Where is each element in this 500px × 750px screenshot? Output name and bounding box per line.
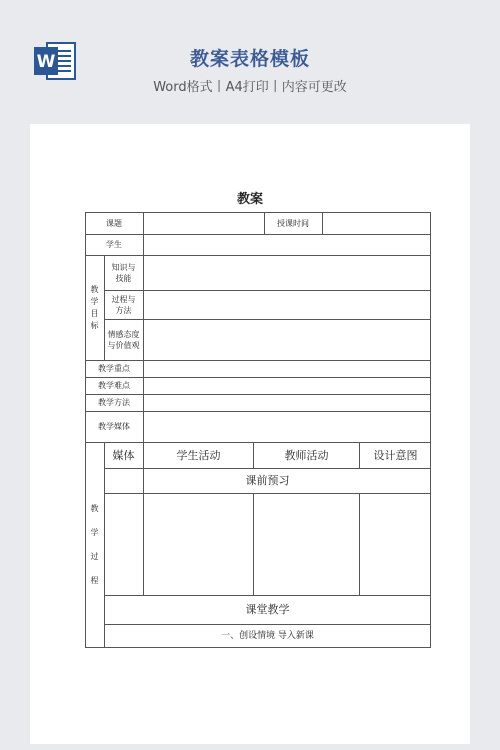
teaching-process-label: 教学过程 xyxy=(90,504,99,585)
key-points-label: 教学重点 xyxy=(98,364,130,373)
step-1-heading: 一、创设情境 导入新课 xyxy=(221,630,314,641)
goal-process-label: 过程与方法 xyxy=(111,294,136,315)
column-header-student-activity: 学生活动 xyxy=(176,448,221,462)
column-header-teacher-activity: 教师活动 xyxy=(284,448,329,462)
methods-label: 教学方法 xyxy=(98,398,130,407)
media-label: 教学媒体 xyxy=(98,422,130,431)
section-classroom: 课堂教学 xyxy=(245,603,290,616)
media-field[interactable] xyxy=(144,411,431,442)
difficulties-field[interactable] xyxy=(144,377,431,394)
page-header xyxy=(0,0,500,125)
preview-student-field[interactable] xyxy=(144,493,253,595)
document-title: 教案 xyxy=(236,192,263,207)
students-label: 学生 xyxy=(106,240,122,249)
column-header-design-intent: 设计意图 xyxy=(373,448,418,462)
goal-emotion-field[interactable] xyxy=(144,319,431,360)
page-subtitle: Word格式丨A4打印丨内容可更改 xyxy=(153,80,347,95)
students-field[interactable] xyxy=(144,234,431,255)
goal-emotion-label: 情感态度与价值观 xyxy=(107,329,140,350)
word-icon-letter: W xyxy=(36,52,56,72)
lesson-time-field[interactable] xyxy=(323,212,431,234)
column-header-media: 媒体 xyxy=(112,448,135,462)
teaching-goals-label: 教学目标 xyxy=(90,284,99,330)
preview-teacher-field[interactable] xyxy=(254,493,359,595)
goal-process-field[interactable] xyxy=(144,290,431,319)
goal-knowledge-label: 知识与技能 xyxy=(111,262,136,283)
difficulties-label: 教学难点 xyxy=(98,381,130,390)
key-points-field[interactable] xyxy=(144,360,431,377)
lesson-time-label: 授课时间 xyxy=(277,218,309,228)
preview-media-field[interactable] xyxy=(104,493,143,595)
topic-field[interactable] xyxy=(144,212,264,234)
section-preview: 课前预习 xyxy=(245,474,290,487)
methods-field[interactable] xyxy=(144,394,431,411)
goal-knowledge-field[interactable] xyxy=(144,255,431,290)
preview-intent-field[interactable] xyxy=(360,493,431,595)
page-title: 教案表格模板 xyxy=(189,48,310,70)
topic-label: 课题 xyxy=(106,218,122,228)
document-page xyxy=(30,124,470,744)
